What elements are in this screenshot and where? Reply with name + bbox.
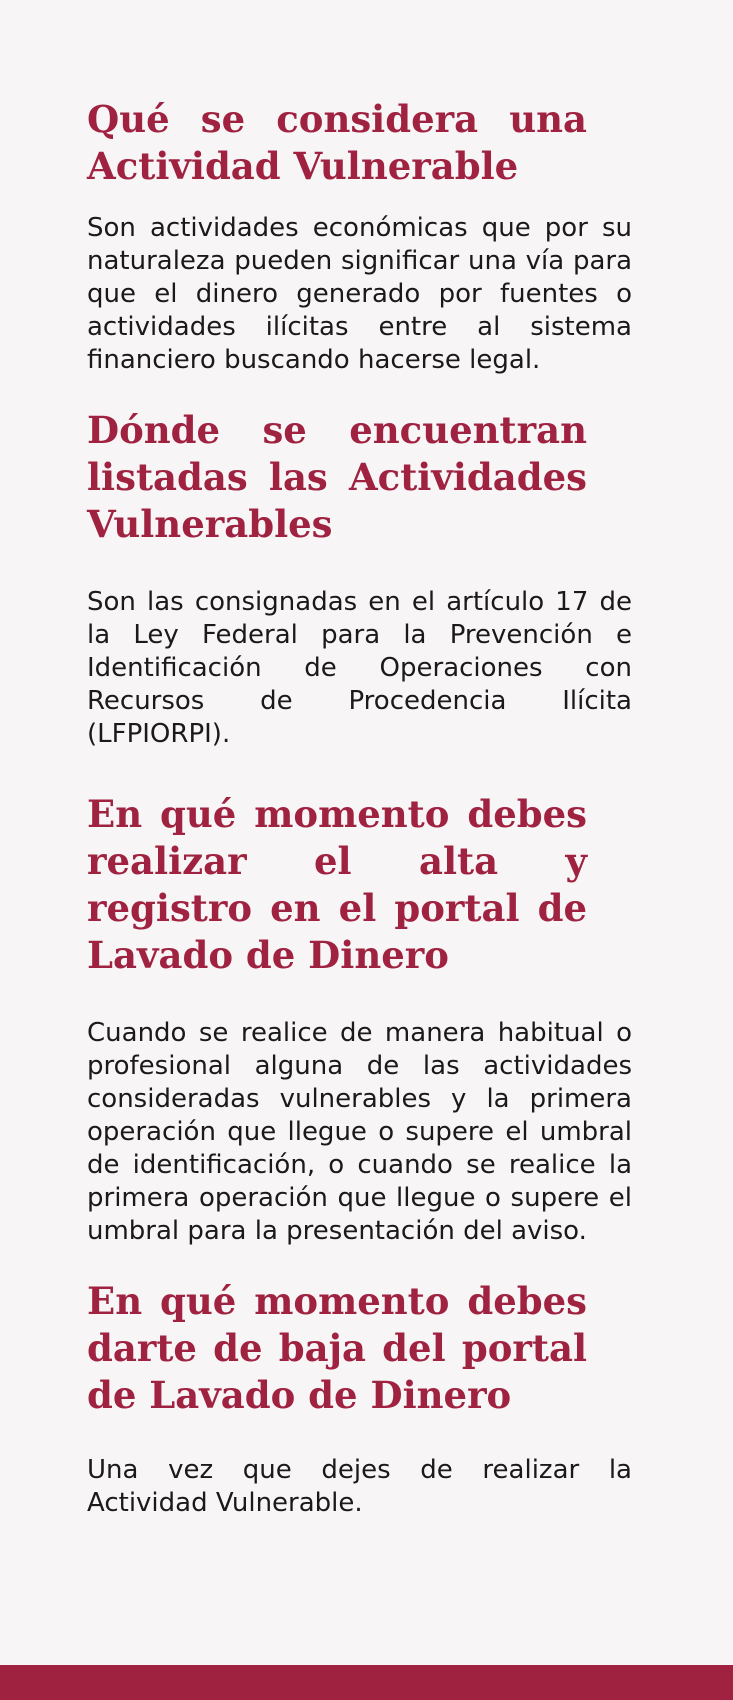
faq-heading: En qué momento debes darte de baja del portal de Lavado de Dinero bbox=[87, 1279, 587, 1417]
faq-section-what-is-vulnerable-activity bbox=[87, 96, 632, 377]
faq-section-when-to-register bbox=[87, 791, 632, 1248]
faq-answer: Cuando se realice de manera habitual o profesional alguna de las actividades consideradas vulnerables y la primera operación que llegue o supere el umbral de identificación, o cuando se realice la primera operación que llegue o supere el umbral para la presentación del aviso. bbox=[87, 1018, 632, 1246]
faq-answer: Son las consignadas en el artículo 17 de la Ley Federal para la Prevención e Identificación de Operaciones con Recursos de Procedencia Ilícita (LFPIORPI). bbox=[87, 587, 632, 749]
footer-bar bbox=[0, 1665, 733, 1700]
faq-section-when-to-unregister bbox=[87, 1278, 632, 1520]
faq-answer: Son actividades económicas que por su naturaleza pueden significar una vía para que el dinero generado por fuentes o actividades ilícitas entre al sistema financiero buscando hacerse legal. bbox=[87, 213, 632, 375]
faq-content bbox=[87, 96, 632, 1520]
faq-heading: Qué se considera una Actividad Vulnerable bbox=[87, 97, 587, 188]
faq-heading: Dónde se encuentran listadas las Actividades Vulnerables bbox=[87, 408, 587, 546]
faq-answer: Una vez que dejes de realizar la Actividad Vulnerable. bbox=[87, 1455, 632, 1518]
faq-heading: En qué momento debes realizar el alta y registro en el portal de Lavado de Dinero bbox=[87, 792, 587, 977]
faq-section-where-listed bbox=[87, 407, 632, 751]
